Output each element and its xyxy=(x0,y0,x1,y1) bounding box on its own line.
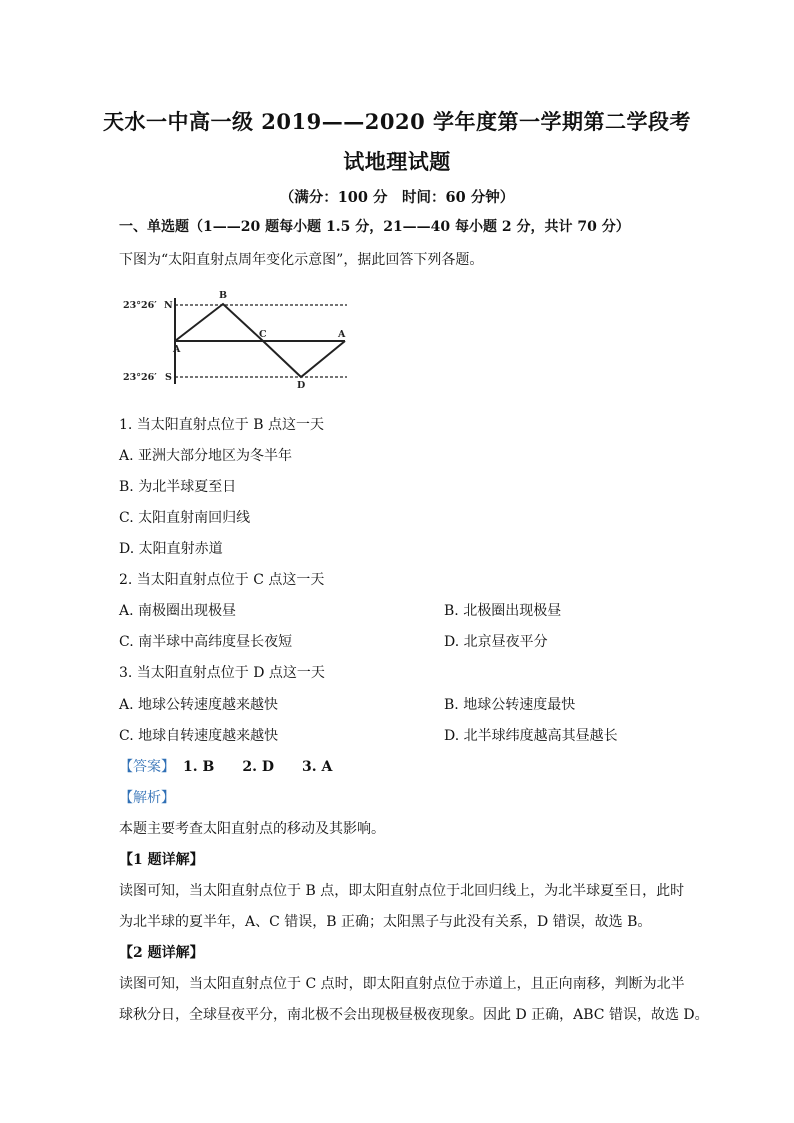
question-1-option-d: D. 太阳直射赤道 xyxy=(119,541,223,557)
question-3-option-d: D. 北半球纬度越高其昼越长 xyxy=(444,728,618,744)
page-title-continued: 试地理试题 xyxy=(343,149,451,174)
question-1-option-a: A. 亚洲大部分地区为冬半年 xyxy=(119,448,293,464)
page-title: 天水一中高一级 2019——2020 学年度第一学期第二学段考 xyxy=(102,109,691,134)
question-1-stem: 1. 当太阳直射点位于 B 点这一天 xyxy=(119,417,324,433)
question-1-option-c: C. 太阳直射南回归线 xyxy=(119,510,251,526)
question-2-option-c: C. 南半球中高纬度昼长夜短 xyxy=(119,634,293,650)
answer-tag: 【答案】 xyxy=(119,759,175,775)
sun-direct-point-diagram xyxy=(119,286,359,396)
intro-text: 下图为“太阳直射点周年变化示意图”，据此回答下列各题。 xyxy=(119,252,484,268)
question-2-stem: 2. 当太阳直射点位于 C 点这一天 xyxy=(119,572,325,588)
exam-meta: （满分：100 分 时间：60 分钟） xyxy=(279,189,515,206)
question-1-option-b: B. 为北半球夏至日 xyxy=(119,479,237,495)
detail-2-line-2: 球秋分日，全球昼夜平分，南北极不会出现极昼极夜现象。因此 D 正确，ABC 错误，故选 D。 xyxy=(119,1007,709,1023)
answer-item: 2. D xyxy=(242,759,274,775)
analysis-tag: 【解析】 xyxy=(119,790,175,806)
answer-item: 3. A xyxy=(301,759,333,775)
label-c: C xyxy=(259,329,267,340)
lat-label-bottom: 23°26′ xyxy=(123,372,157,383)
label-s: S xyxy=(165,372,172,383)
question-2-option-a: A. 南极圈出现极昼 xyxy=(119,603,237,619)
label-b: B xyxy=(219,290,228,301)
detail-2-line-1: 读图可知，当太阳直射点位于 C 点时，即太阳直射点位于赤道上，且正向南移，判断为北半 xyxy=(119,976,685,992)
detail-1-line-1: 读图可知，当太阳直射点位于 B 点，即太阳直射点位于北回归线上，为北半球夏至日，此时 xyxy=(119,883,685,899)
question-3-option-b: B. 地球公转速度最快 xyxy=(444,697,576,713)
question-2-option-b: B. 北极圈出现极昼 xyxy=(444,603,562,619)
label-a-left: A xyxy=(173,344,181,355)
answer-item: 1. B xyxy=(183,759,215,775)
question-2-option-d: D. 北京昼夜平分 xyxy=(444,634,548,650)
question-3-option-a: A. 地球公转速度越来越快 xyxy=(119,697,279,713)
label-d: D xyxy=(297,380,306,391)
detail-1-heading: 【1 题详解】 xyxy=(119,852,204,868)
detail-2-heading: 【2 题详解】 xyxy=(119,945,204,961)
label-n: N xyxy=(164,300,173,311)
section-heading: 一、单选题（1——20 题每小题 1.5 分，21——40 每小题 2 分，共计 70 分） xyxy=(119,219,630,235)
answer-line xyxy=(119,756,360,776)
question-3-stem: 3. 当太阳直射点位于 D 点这一天 xyxy=(119,665,325,681)
analysis-summary: 本题主要考查太阳直射点的移动及其影响。 xyxy=(119,821,385,837)
detail-1-line-2: 为北半球的夏半年，A、C 错误，B 正确；太阳黑子与此没有关系，D 错误，故选 B。 xyxy=(119,914,652,930)
answer-items xyxy=(183,759,360,775)
lat-label-top: 23°26′ xyxy=(123,300,157,311)
label-a-right: A xyxy=(338,329,346,340)
question-3-option-c: C. 地球自转速度越来越快 xyxy=(119,728,279,744)
